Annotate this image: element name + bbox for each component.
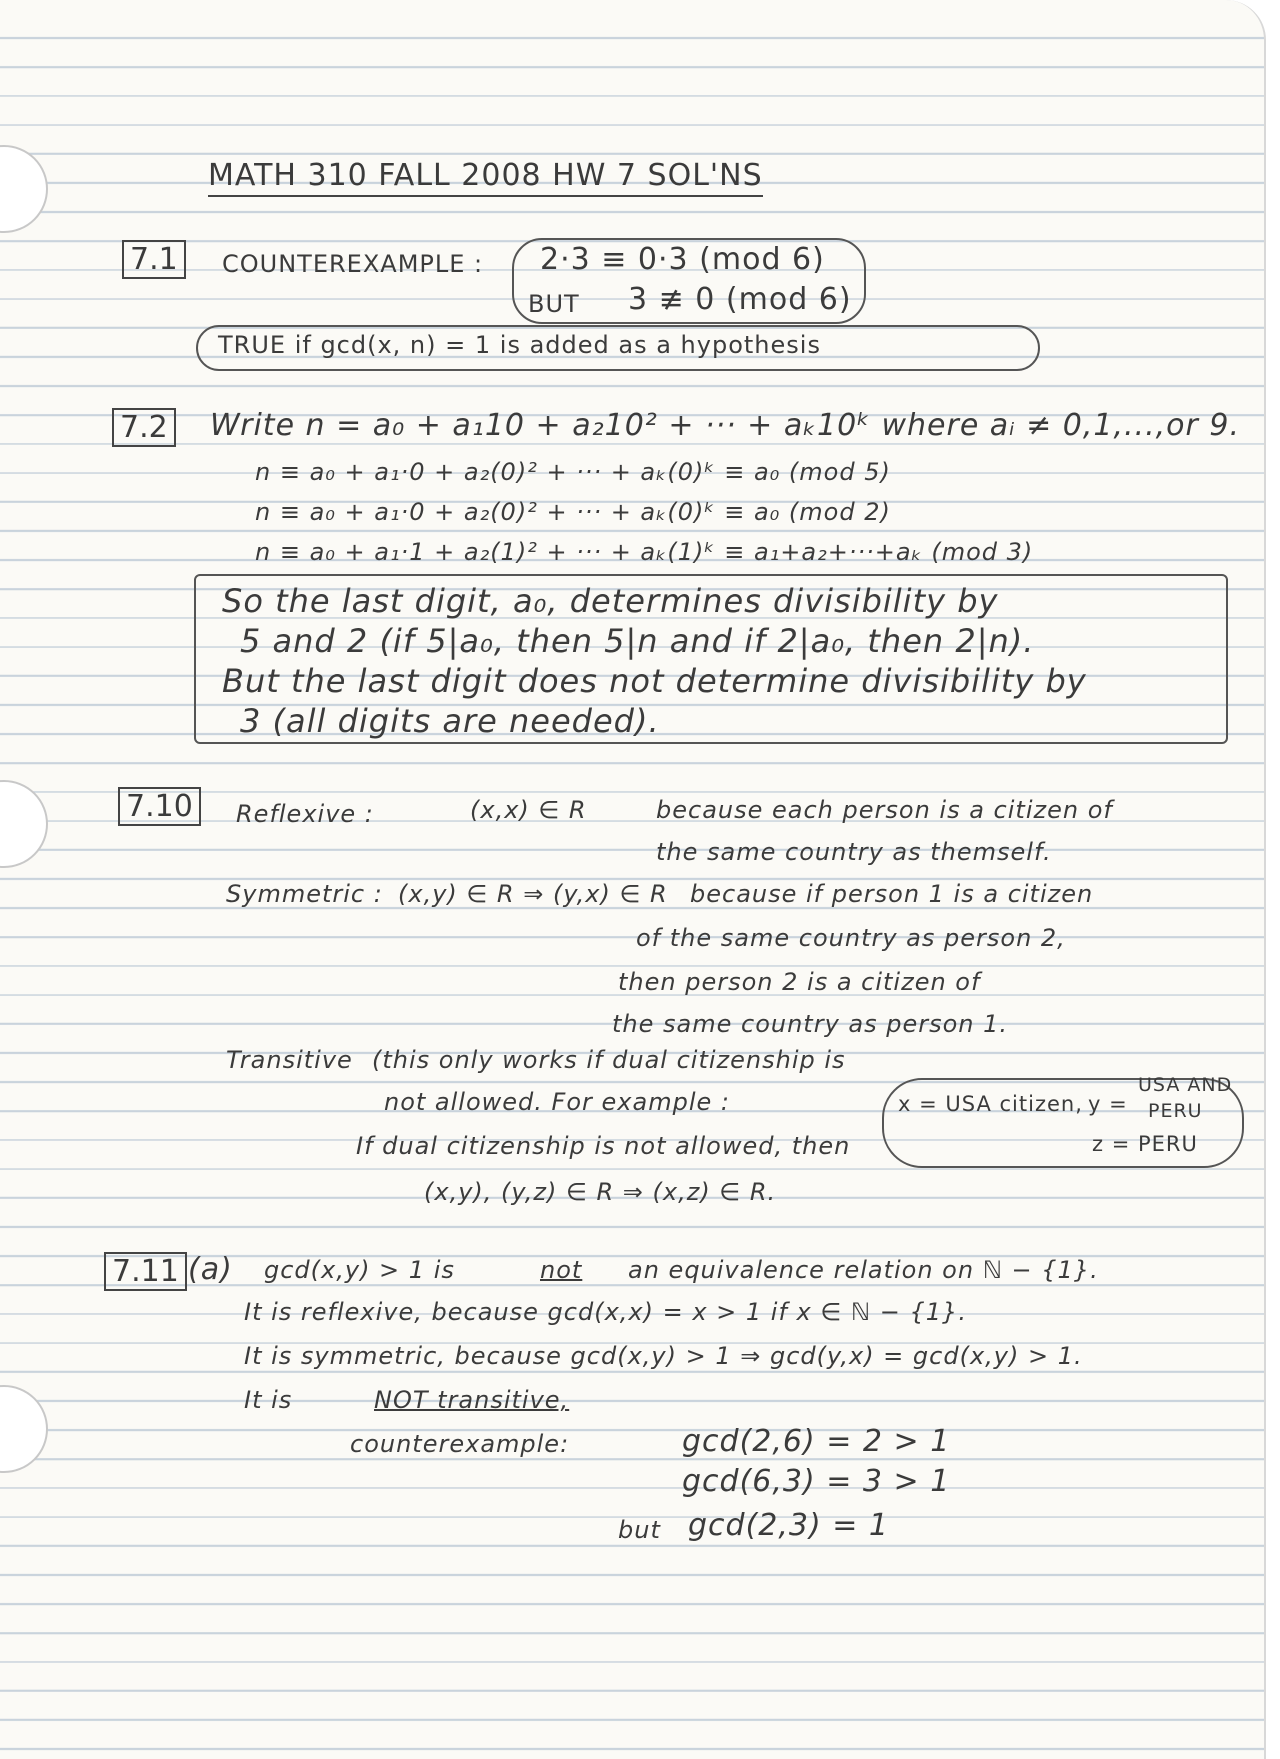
symmetric-label: Symmetric :: [226, 880, 383, 908]
punch-hole-middle: [0, 780, 48, 868]
not-transitive-emphasis: NOT transitive,: [374, 1386, 570, 1414]
reflexive-reason-1: because each person is a citizen of: [656, 796, 1113, 824]
transitive-label: Transitive: [226, 1046, 353, 1074]
symmetric-line: It is symmetric, because gcd(x,y) > 1 ⇒ gcd(y,x) = gcd(x,y) > 1.: [244, 1342, 1083, 1370]
mod-3-line: n ≡ a₀ + a₁·1 + a₂(1)² + ··· + aₖ(1)ᵏ ≡ a₁+a₂+···+aₖ (mod 3): [255, 538, 1034, 566]
example-y: y =: [1088, 1092, 1128, 1116]
example-y-value-1: USA AND: [1138, 1074, 1233, 1096]
transitive-line-3: If dual citizenship is not allowed, then: [356, 1132, 851, 1160]
not-emphasis: not: [540, 1256, 583, 1284]
conclusion-line-1: So the last digit, a₀, determines divisibility by: [222, 582, 999, 620]
conclusion-line-4: 3 (all digits are needed).: [240, 702, 660, 740]
page-title: MATH 310 FALL 2008 HW 7 SOL'NS: [208, 158, 763, 197]
example-x: x = USA citizen,: [898, 1092, 1083, 1116]
reflexive-reason-2: the same country as themself.: [656, 838, 1052, 866]
symmetric-statement: (x,y) ∈ R ⇒ (y,x) ∈ R: [398, 880, 668, 908]
counterexample-gcd-1: gcd(2,6) = 2 > 1: [682, 1424, 951, 1459]
counterexample-label: COUNTEREXAMPLE :: [222, 250, 484, 278]
but-label: BUT: [528, 290, 580, 318]
true-note: TRUE if gcd(x, n) = 1 is added as a hypothesis: [218, 331, 821, 359]
congruence-2: 3 ≢ 0 (mod 6): [628, 282, 852, 317]
congruence-1: 2·3 ≡ 0·3 (mod 6): [540, 242, 825, 277]
punch-hole-bottom: [0, 1385, 48, 1473]
reflexive-statement: (x,x) ∈ R: [470, 796, 587, 824]
problem-7-10-label: 7.10: [118, 787, 201, 826]
but-word: but: [618, 1516, 661, 1544]
symmetric-reason-2: of the same country as person 2,: [636, 924, 1066, 952]
conclusion-line-3: But the last digit does not determine divisibility by: [222, 662, 1087, 700]
gcd-relation-statement: gcd(x,y) > 1 is: [264, 1256, 455, 1284]
mod-5-line: n ≡ a₀ + a₁·0 + a₂(0)² + ··· + aₖ(0)ᵏ ≡ a₀ (mod 5): [255, 458, 891, 486]
transitive-note-1: (this only works if dual citizenship is: [372, 1046, 846, 1074]
reflexive-line: It is reflexive, because gcd(x,x) = x > 1 if x ∈ ℕ − {1}.: [244, 1298, 967, 1326]
punch-hole-top: [0, 145, 48, 233]
transitive-line-prefix: It is: [244, 1386, 293, 1414]
problem-7-11-label: 7.11: [104, 1252, 187, 1291]
reflexive-label: Reflexive :: [236, 800, 374, 828]
mod-2-line: n ≡ a₀ + a₁·0 + a₂(0)² + ··· + aₖ(0)ᵏ ≡ a₀ (mod 2): [255, 498, 891, 526]
counterexample-gcd-3: gcd(2,3) = 1: [688, 1508, 889, 1543]
expansion-line: Write n = a₀ + a₁10 + a₂10² + ··· + aₖ10ᵏ where aᵢ ≠ 0,1,...,or 9.: [210, 408, 1240, 443]
part-a-label: (a): [188, 1252, 233, 1287]
transitive-note-2: not allowed. For example :: [384, 1088, 730, 1116]
symmetric-reason-4: the same country as person 1.: [612, 1010, 1009, 1038]
problem-7-1-label: 7.1: [122, 240, 186, 279]
equivalence-claim: an equivalence relation on ℕ − {1}.: [628, 1256, 1099, 1284]
counterexample-label-2: counterexample:: [350, 1430, 570, 1458]
symmetric-reason-1: because if person 1 is a citizen: [690, 880, 1094, 908]
symmetric-reason-3: then person 2 is a citizen of: [618, 968, 981, 996]
problem-7-2-label: 7.2: [112, 408, 176, 447]
example-y-value-2: PERU: [1148, 1100, 1203, 1122]
conclusion-line-2: 5 and 2 (if 5|a₀, then 5|n and if 2|a₀, then 2|n).: [240, 622, 1035, 660]
transitive-line-4: (x,y), (y,z) ∈ R ⇒ (x,z) ∈ R.: [424, 1178, 777, 1206]
example-z: z = PERU: [1092, 1132, 1198, 1156]
counterexample-gcd-2: gcd(6,3) = 3 > 1: [682, 1464, 951, 1499]
